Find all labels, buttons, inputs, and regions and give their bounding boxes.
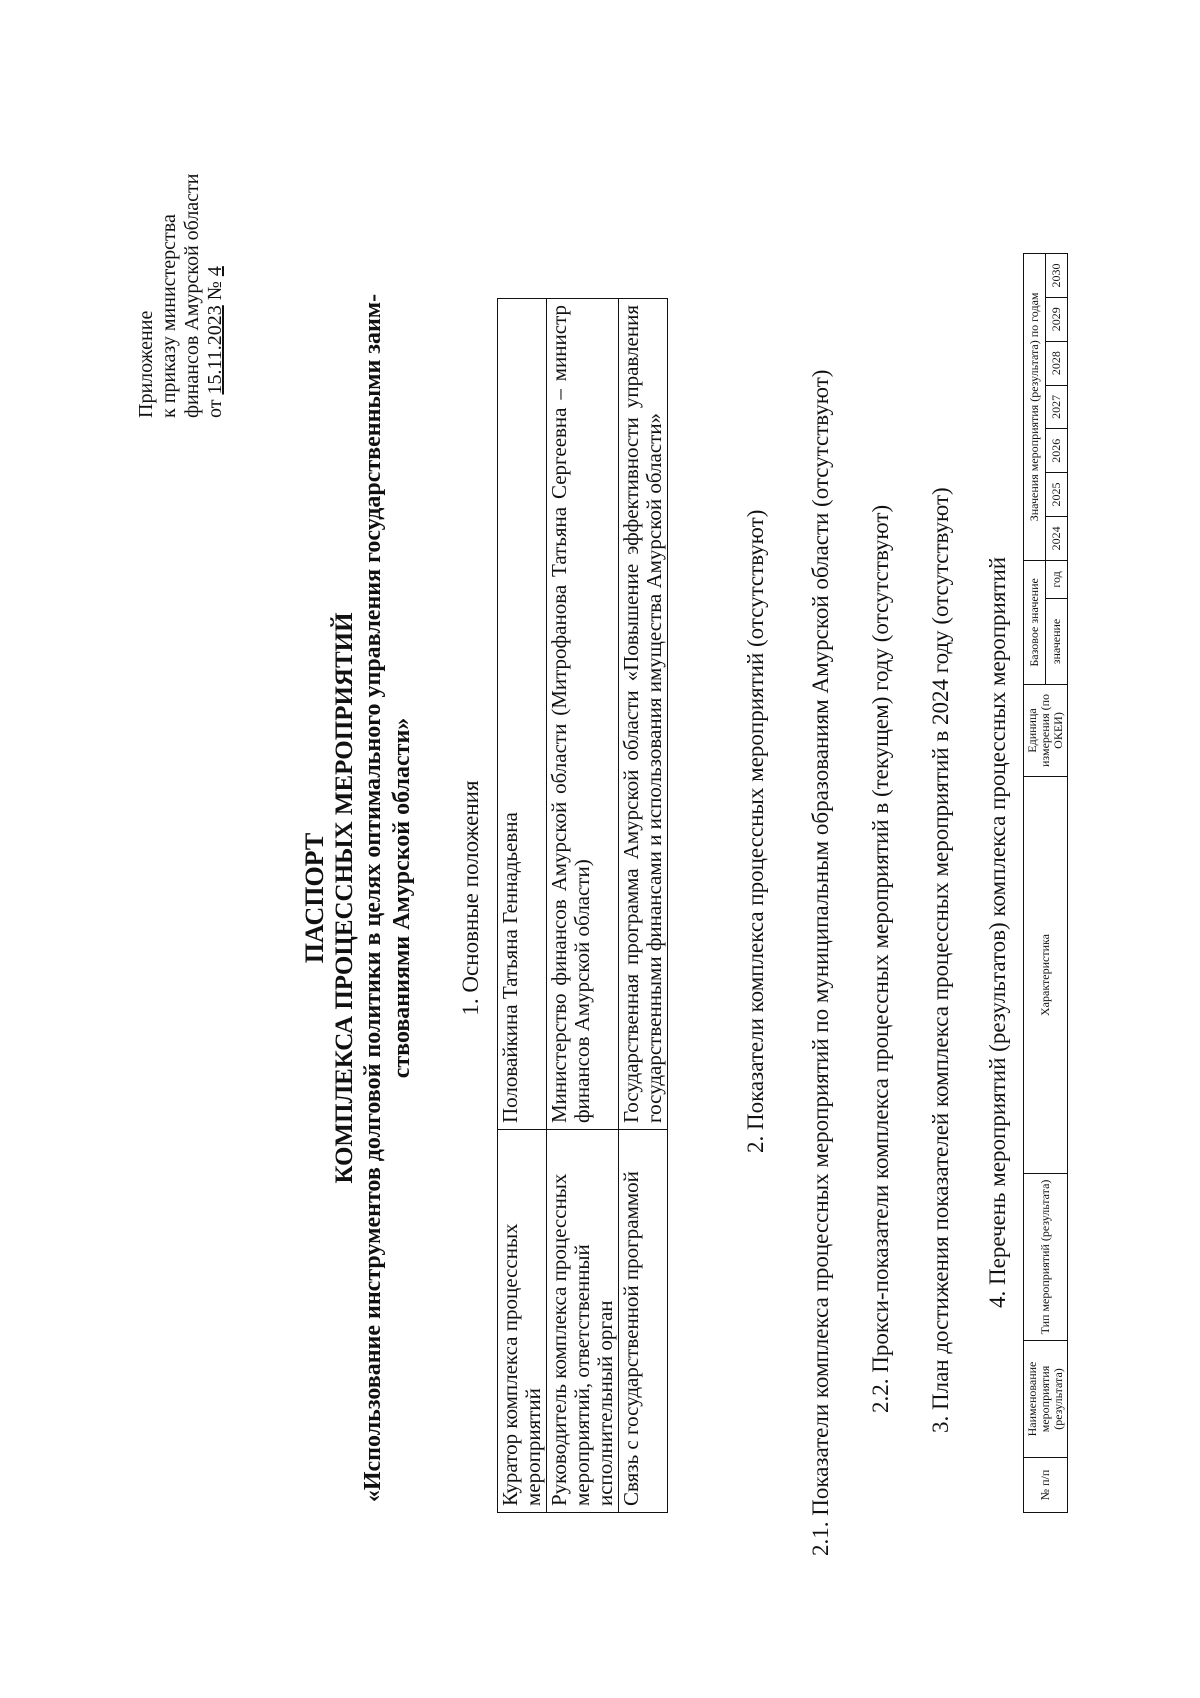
col-year: 2030 [1046, 254, 1068, 298]
col-characteristic: Характеристика [1024, 777, 1068, 1174]
title-complex: КОМПЛЕКСА ПРОЦЕССНЫХ МЕРОПРИЯТИЙ [331, 612, 358, 1184]
section4-heading: 4. Перечень мероприятий (результатов) комплекса процессных мероприятий [985, 556, 1010, 1308]
row-label: Руководитель комплекса процессных мероприятий, ответственный исполнительный орган [547, 1130, 619, 1513]
col-year: 2025 [1046, 473, 1068, 517]
col-base-year: год [1046, 560, 1068, 598]
col-num: № п/п [1024, 1458, 1068, 1513]
col-base: Базовое значение [1024, 560, 1046, 684]
appendix-date: 15.11.2023 [204, 305, 226, 395]
col-year: 2028 [1046, 341, 1068, 385]
col-type: Тип мероприятий (результата) [1024, 1174, 1068, 1341]
table-row [498, 299, 547, 1513]
col-year: 2027 [1046, 385, 1068, 429]
col-year: 2026 [1046, 429, 1068, 473]
col-unit: Единица измерения (по ОКЕИ) [1024, 685, 1068, 777]
row-value: Государственная программа Амурской области «Повышение эффективности управления государственными финансами и использования имущества Амурской области» [619, 299, 668, 1130]
row-value: Половайкина Татьяна Геннадьевна [498, 299, 547, 1130]
col-year: 2024 [1046, 516, 1068, 560]
row-value: Министерство финансов Амурской области (Митрофанова Татьяна Сергеевна – министр финансов Амурской области) [547, 299, 619, 1130]
appendix-line3: финансов Амурской области [181, 173, 203, 418]
title-name-line1: «Использование инструментов долговой политики в целях оптимального управления государственными заим- [360, 293, 386, 1503]
appendix-block [135, 173, 227, 418]
section2-heading: 2. Показатели комплекса процессных мероприятий (отсутствуют) [743, 509, 768, 1153]
section21-heading: 2.1. Показатели комплекса процессных мероприятий по муниципальным образованиям Амурской области (отсутствуют) [808, 369, 833, 1556]
col-values: Значения мероприятия (результата) по годам [1024, 254, 1046, 561]
col-year: 2029 [1046, 297, 1068, 341]
measures-table [1023, 253, 1068, 1513]
appendix-line2: к приказу министерства [158, 214, 180, 418]
appendix-from-label: от [204, 399, 226, 418]
section1-heading: 1. Основные положения [458, 780, 483, 1016]
table-row [547, 299, 619, 1513]
table-header-row [1024, 254, 1046, 1513]
title-block [300, 158, 417, 1638]
appendix-number: 4 [204, 266, 226, 277]
appendix-line1: Приложение [135, 310, 157, 418]
appendix-number-label: № [204, 281, 226, 301]
row-label: Связь с государственной программой [619, 1130, 668, 1513]
table-row [619, 299, 668, 1513]
basic-provisions-table [497, 298, 668, 1513]
title-passport: ПАСПОРТ [300, 832, 329, 964]
section22-heading: 2.2. Прокси-показатели комплекса процессных мероприятий в (текущем) году (отсутствуют) [868, 504, 893, 1413]
col-base-value: значение [1046, 599, 1068, 685]
section3-heading: 3. План достижения показателей комплекса процессных мероприятий в 2024 году (отсутствуют) [928, 487, 953, 1433]
col-name: Наименование мероприятия (результата) [1024, 1341, 1068, 1458]
title-name-line2: ствованиями Амурской области» [389, 717, 415, 1079]
row-label: Куратор комплекса процессных мероприятий [498, 1130, 547, 1513]
appendix-date-line [204, 173, 227, 418]
